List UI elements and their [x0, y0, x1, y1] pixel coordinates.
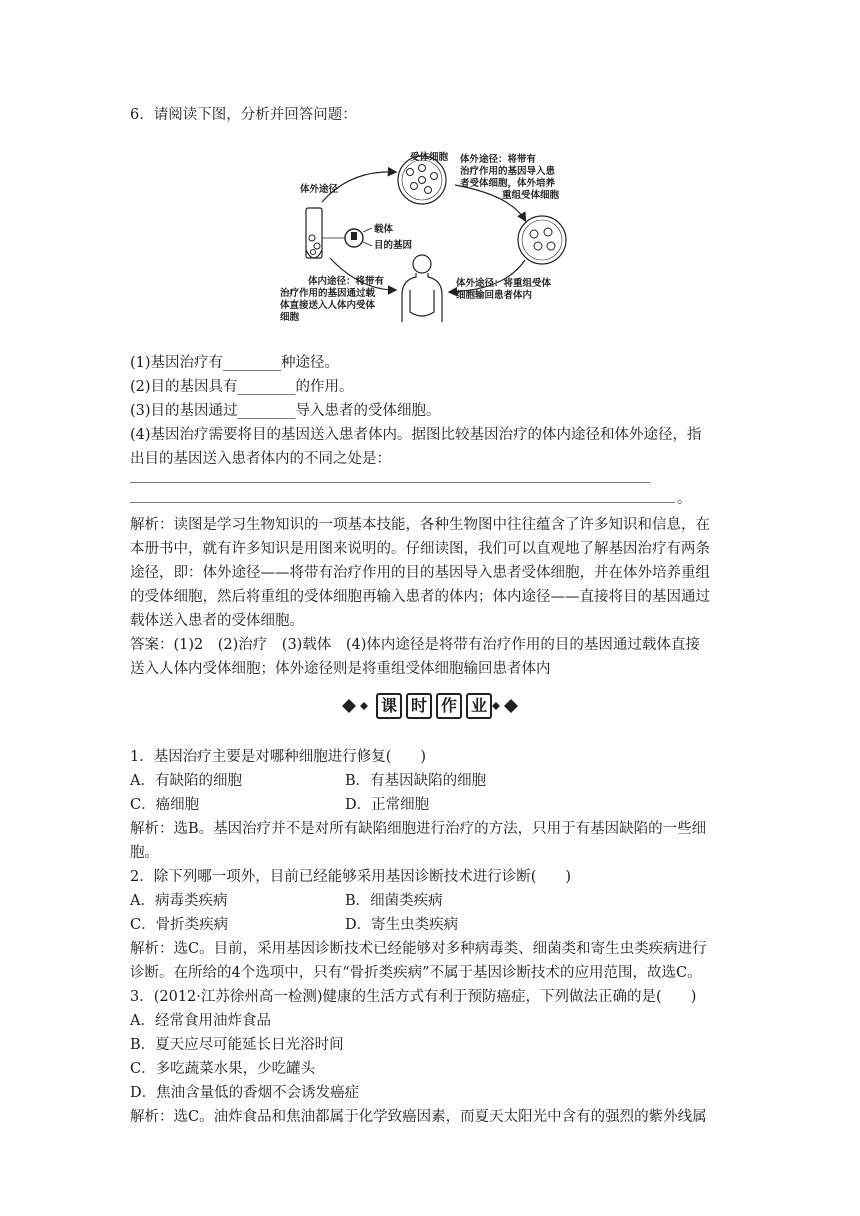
q6-sub-1: (1)基因治疗有________种途径。 — [130, 355, 340, 371]
q6-analysis-3: 途径，即：体外途径——将带有治疗作用的目的基因导入患者受体细胞，并在体外培养重组 — [130, 565, 710, 581]
hw-q1-option-b: B．有基因缺陷的细胞 — [345, 773, 487, 789]
label-vitro-top-1: 体外途径：将带有 — [460, 154, 537, 165]
receptor-cell-dish-icon — [398, 156, 446, 204]
hw-q1-analysis-1: 解析：选B。基因治疗并不是对所有缺陷细胞进行治疗的方法，只用于有基因缺陷的一些细 — [130, 821, 707, 837]
label-vitro-top-3: 者受体细胞，体外培养 — [460, 178, 556, 189]
hw-q3-stem: 3．(2012·江苏徐州高一检测)健康的生活方式有利于预防癌症，下列做法正确的是( ) — [130, 989, 697, 1005]
hw-q2-stem: 2．除下列哪一项外，目前已经能够采用基因诊断技术进行诊断( ) — [130, 869, 572, 885]
hw-q1-option-d: D．正常细胞 — [345, 797, 430, 813]
q6-analysis-5: 载体送入患者的受体细胞。 — [130, 613, 304, 629]
q6-sub-4b: 出目的基因送入患者体内的不同之处是： — [130, 451, 391, 467]
human-body-icon — [402, 255, 442, 322]
label-receptor-cell: 受体细胞 — [410, 152, 449, 163]
q6-sub-3: (3)目的基因通过________导入患者的受体细胞。 — [130, 403, 441, 419]
hw-q3-option-b: B．夏天应尽可能延长日光浴时间 — [130, 1037, 344, 1053]
recombinant-cell-dish-icon — [518, 216, 566, 264]
banner-char-3: 作 — [436, 693, 462, 719]
q6-answer-2: 送入人体内受体细胞；体外途径则是将重组受体细胞输回患者体内 — [130, 661, 551, 677]
banner-char-2: 时 — [406, 693, 432, 719]
hw-q1-option-a: A．有缺陷的细胞 — [130, 773, 242, 789]
label-vitro-left: 体外途径 — [300, 184, 339, 195]
hw-q2-analysis-1: 解析：选C。目前，采用基因诊断技术已经能够对多种病毒类、细菌类和寄生虫类疾病进行 — [130, 941, 707, 957]
hw-q3-option-a: A．经常食用油炸食品 — [130, 1013, 271, 1029]
label-target-gene: 目的基因 — [374, 240, 413, 251]
label-vitro-top-2: 治疗作用的基因导入患 — [460, 166, 556, 177]
hw-q3-analysis-1: 解析：选C。油炸食品和焦油都属于化学致癌因素，而夏天太阳光中含有的强烈的紫外线属 — [130, 1109, 707, 1125]
hw-q1-stem: 1．基因治疗主要是对哪种细胞进行修复( ) — [130, 749, 427, 765]
label-vector: 载体 — [374, 224, 394, 235]
gene-therapy-diagram — [270, 140, 590, 330]
label-vivo-2: 治疗作用的基因通过载 — [280, 288, 376, 299]
q6-sub-4a: (4)基因治疗需要将目的基因送入患者体内。据图比较基因治疗的体内途径和体外途径，指 — [130, 427, 702, 443]
label-vitro-bottom-2: 细胞输回患者体内 — [456, 290, 533, 301]
hw-q1-analysis-2: 胞。 — [130, 845, 159, 861]
label-vivo-3: 体直接送入人体内受体 — [280, 300, 376, 311]
label-vivo-1: 体内途径：将带有 — [308, 276, 385, 287]
banner-char-4: 业 — [466, 693, 492, 719]
q6-stem: 6．请阅读下图，分析并回答问题： — [130, 107, 357, 123]
q6-analysis-1: 解析：读图是学习生物知识的一项基本技能，各种生物图中往往蕴含了许多知识和信息，在 — [130, 517, 710, 533]
answer-line-1 — [130, 482, 650, 483]
answer-line-2 — [130, 502, 675, 503]
hw-q2-analysis-2: 诊断。在所给的4个选项中，只有“骨折类疾病”不属于基因诊断技术的应用范围，故选C。 — [130, 965, 702, 981]
hw-q3-option-d: D．焦油含量低的香烟不会诱发癌症 — [130, 1085, 360, 1101]
hw-q2-option-b: B．细菌类疾病 — [345, 893, 443, 909]
banner-title — [374, 693, 494, 719]
hw-q2-option-c: C．骨折类疾病 — [130, 917, 229, 933]
q6-answer-1: 答案：(1)2 (2)治疗 (3)载体 (4)体内途径是将带有治疗作用的目的基因通过载体直接 — [130, 637, 700, 653]
q6-analysis-4: 的受体细胞，然后将重组的受体细胞再输入患者的体内；体内途径——直接将目的基因通过 — [130, 589, 710, 605]
vector-plasmid-icon — [322, 228, 372, 247]
label-vitro-bottom-1: 体外途径：将重组受体 — [456, 278, 552, 289]
diamond-left-icon — [340, 693, 370, 719]
hw-q3-option-c: C．多吃蔬菜水果，少吃罐头 — [130, 1061, 316, 1077]
diamond-right-icon — [490, 693, 520, 719]
hw-q2-option-d: D．寄生虫类疾病 — [345, 917, 459, 933]
q6-sub-2: (2)目的基因具有________的作用。 — [130, 379, 354, 395]
label-vitro-top-4: 重组受体细胞 — [502, 190, 560, 201]
hw-q2-option-a: A．病毒类疾病 — [130, 893, 228, 909]
banner-char-1: 课 — [376, 693, 402, 719]
label-vivo-4: 细胞 — [280, 312, 300, 323]
hw-q1-option-c: C．癌细胞 — [130, 797, 200, 813]
q6-analysis-2: 本册书中，就有许多知识是用图来说明的。仔细读图，我们可以直观地了解基因治疗有两条 — [130, 541, 710, 557]
test-tube-icon — [306, 208, 322, 258]
answer-line-period: 。 — [677, 491, 692, 507]
section-banner — [340, 693, 520, 719]
